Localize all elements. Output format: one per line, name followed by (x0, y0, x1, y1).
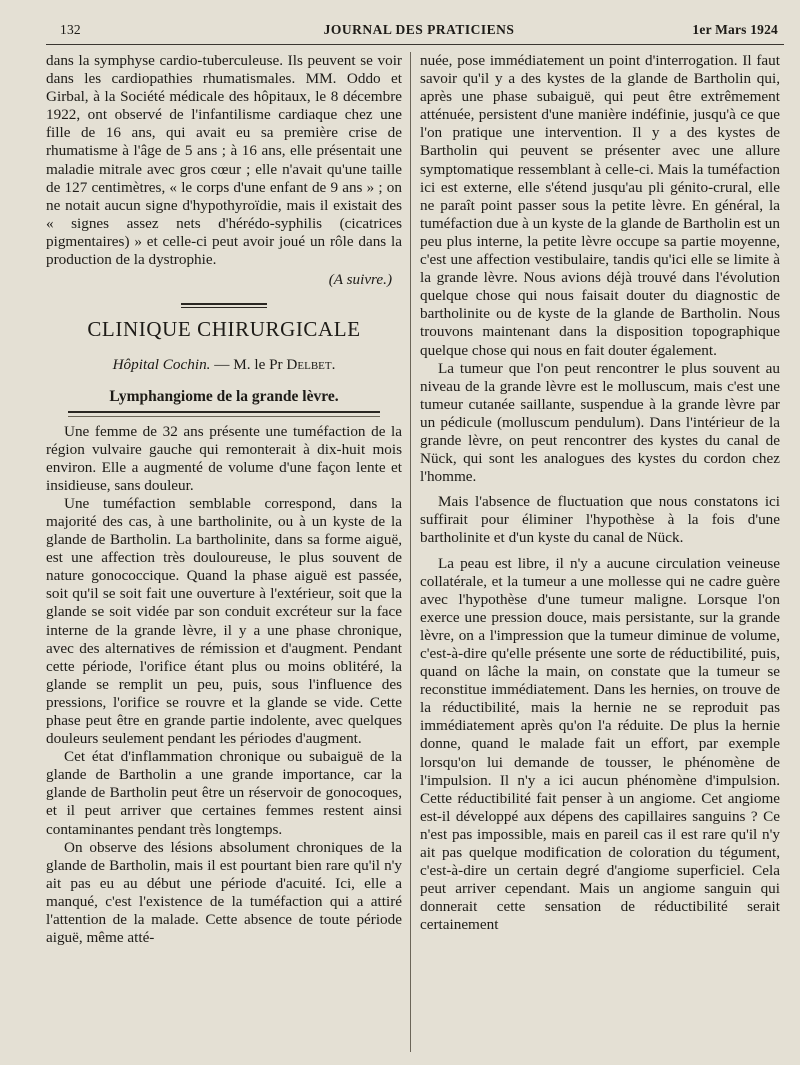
doctor-prefix: — M. le Pr (210, 356, 287, 374)
issue-date: 1er Mars 1924 (692, 22, 778, 37)
article-paragraph: Une femme de 32 ans présente une tuméfaction de la région vulvaire gauche qui remonterait à dix-huit mois environ. Elle a augmenté de volume d'une façon lente et insidieuse, sans douleur. (46, 422, 402, 494)
right-column (420, 52, 780, 1057)
hospital-name: Hôpital Cochin. (112, 356, 211, 374)
article-paragraph: La tumeur que l'on peut rencontrer le plus souvent au niveau de la grande lèvre est le molluscum, mais c'est une tumeur cutanée saillante, suspendue à la grande lèvre par un pédicule (molluscum pendulum). Dans l'intérieur de la grande lèvre, on peut rencontrer des kystes du canal de Nück, qui sont les analogues des kystes du cordon chez l'homme. (420, 359, 780, 486)
column-divider (410, 52, 411, 1052)
article-paragraph: Une tuméfaction semblable correspond, dans la majorité des cas, à une bartholinite, ou à un kyste de la glande de Bartholin. La bartholinite, dans sa forme aiguë, est une affection très douloureuse, le plus souvent de nature gonococcique. Quand la phase aiguë est passée, soit qu'il se soit fait une ouverture à l'extérieur, soit que la glande se soit vidée par son conduit excréteur sur la face interne de la grande lèvre, il y a une phase chronique, avec des alternatives de rémission et d'augment. Pendant cette période, l'orifice étant plus ou moins oblitéré, la glande se remplit un peu, puis, sous l'influence des pressions, l'orifice se rouvre et la glande se vide. Cette phase peut être en grande partie indolente, avec quelques douleurs seulement pendant les périodes d'augment. (46, 494, 402, 748)
article-title-rule (68, 411, 380, 417)
article-paragraph: On observe des lésions absolument chroniques de la glande de Bartholin, mais il est pourtant bien rare qu'il n'y ait pas eu au début une période d'acuité. Ici, elle a manqué, c'est l'existence de la tuméfaction qui a attiré l'attention de la malade. Cette absence de toute période aiguë, même atté- (46, 838, 402, 947)
section-title: CLINIQUE CHIRURGICALE (87, 317, 361, 342)
section-separator (181, 303, 267, 308)
article-paragraph: La peau est libre, il n'y a aucune circulation veineuse collatérale, et la tumeur a une mollesse qui ne cadre guère avec l'hypothèse d'une tumeur maligne. Lorsque l'on exerce une pression douce, mais persistante, sur la grande lèvre, on a l'impression que la tumeur diminue de volume, c'est-à-dire qu'elle présente une sorte de réductibilité, puis, quand on lâche la main, on constate que la tumeur se reconstitue immédiatement. Dans les hernies, on trouve de la réductibilité, mais la hernie ne se reproduit pas immédiatement après qu'on l'a réduite. De plus la hernie donne, quand le malade fait un effort, par exemple lorsqu'on lui demande de tousser, le phénomène de l'impulsion. Il n'y a ici aucun phénomène d'impulsion. Cette réductibilité fait penser à un angiome. Cet angiome est-il développé aux dépens des capillaires sanguins ? Ce n'est pas impossible, mais en pareil cas il est rare qu'il n'y ait pas quelque modification de coloration du tégument, c'est-à-dire un certain degré d'angiome superficiel. Cela peut arriver cependant. Mais un angiome sanguin qui donnerait cette sensation de réductibilité serait certainement (420, 554, 780, 934)
a-suivre-note: (A suivre.) (328, 271, 392, 289)
article-paragraph: Cet état d'inflammation chronique ou subaiguë de la glande de Bartholin a une grande importance, car la glande de Bartholin peut être un réservoir de gonocoques, et il peut arriver que certaines femmes restent ainsi contaminantes pendant très longtemps. (46, 748, 402, 838)
journal-title: JOURNAL DES PRATICIENS (323, 22, 515, 37)
article-title: Lymphangiome de la grande lèvre. (109, 388, 339, 406)
article-paragraph: nuée, pose immédiatement un point d'interrogation. Il faut savoir qu'il y a des kystes de la glande de Bartholin qui, après une phase subaiguë, qui peut être extrêmement atténuée, persistent d'une manière indéfinie, jusqu'à ce que l'on pratique une intervention. Il y a des kystes de Bartholin qui peuvent se présenter avec une allure symptomatique ressemblant à celle-ci. Mais la tuméfaction ici est externe, elle s'étend jusqu'au pli génito-crural, elle ne paraît point passer sous la petite lèvre. En général, la tuméfaction due à un kyste de la glande de Bartholin est un peu plus interne, la petite lèvre occupe sa partie moyenne, c'est une affection vestibulaire, tandis qu'ici elle se limite à la grande lèvre. Nous avions déjà trouvé dans l'évolution quelque chose qui nous faisait douter du diagnostic de bartholinite ou de kyste de la glande de Bartholin. Nous trouvons maintenant dans la disposition topographique quelque chose qui nous en fait douter également. (420, 52, 780, 359)
hospital-line (46, 356, 402, 374)
page-header (60, 22, 778, 44)
header-rule (46, 44, 784, 45)
article-paragraph: Mais l'absence de fluctuation que nous constatons ici suffirait pour éliminer l'hypothèse à la fois d'une bartholinite et d'un kyste du canal de Nück. (420, 493, 780, 547)
page-number: 132 (60, 22, 81, 37)
continued-paragraph: dans la symphyse cardio-tuberculeuse. Ils peuvent se voir dans les cardiopathies rhumatismales. MM. Oddo et Girbal, à la Société médicale des hôpitaux, le 8 décembre 1922, ont observé de l'infantilisme cardiaque chez une fille de 16 ans, qui avait eu sa première crise de rhumatisme à l'âge de 5 ans ; à 16 ans, elle présentait une maladie mitrale avec gros cœur ; elle n'avait qu'une taille de 127 centimètres, « le corps d'une enfant de 9 ans » ; on ne notait aucun signe d'hypothyroïdie, mais il existait des « signes assez nets d'hérédo-syphilis (cicatrices pigmentaires) » et celle-ci peut avoir joué un rôle dans la production de la dystrophie. (46, 52, 402, 269)
doctor-name: Delbet. (286, 356, 336, 374)
left-column (46, 52, 402, 1057)
